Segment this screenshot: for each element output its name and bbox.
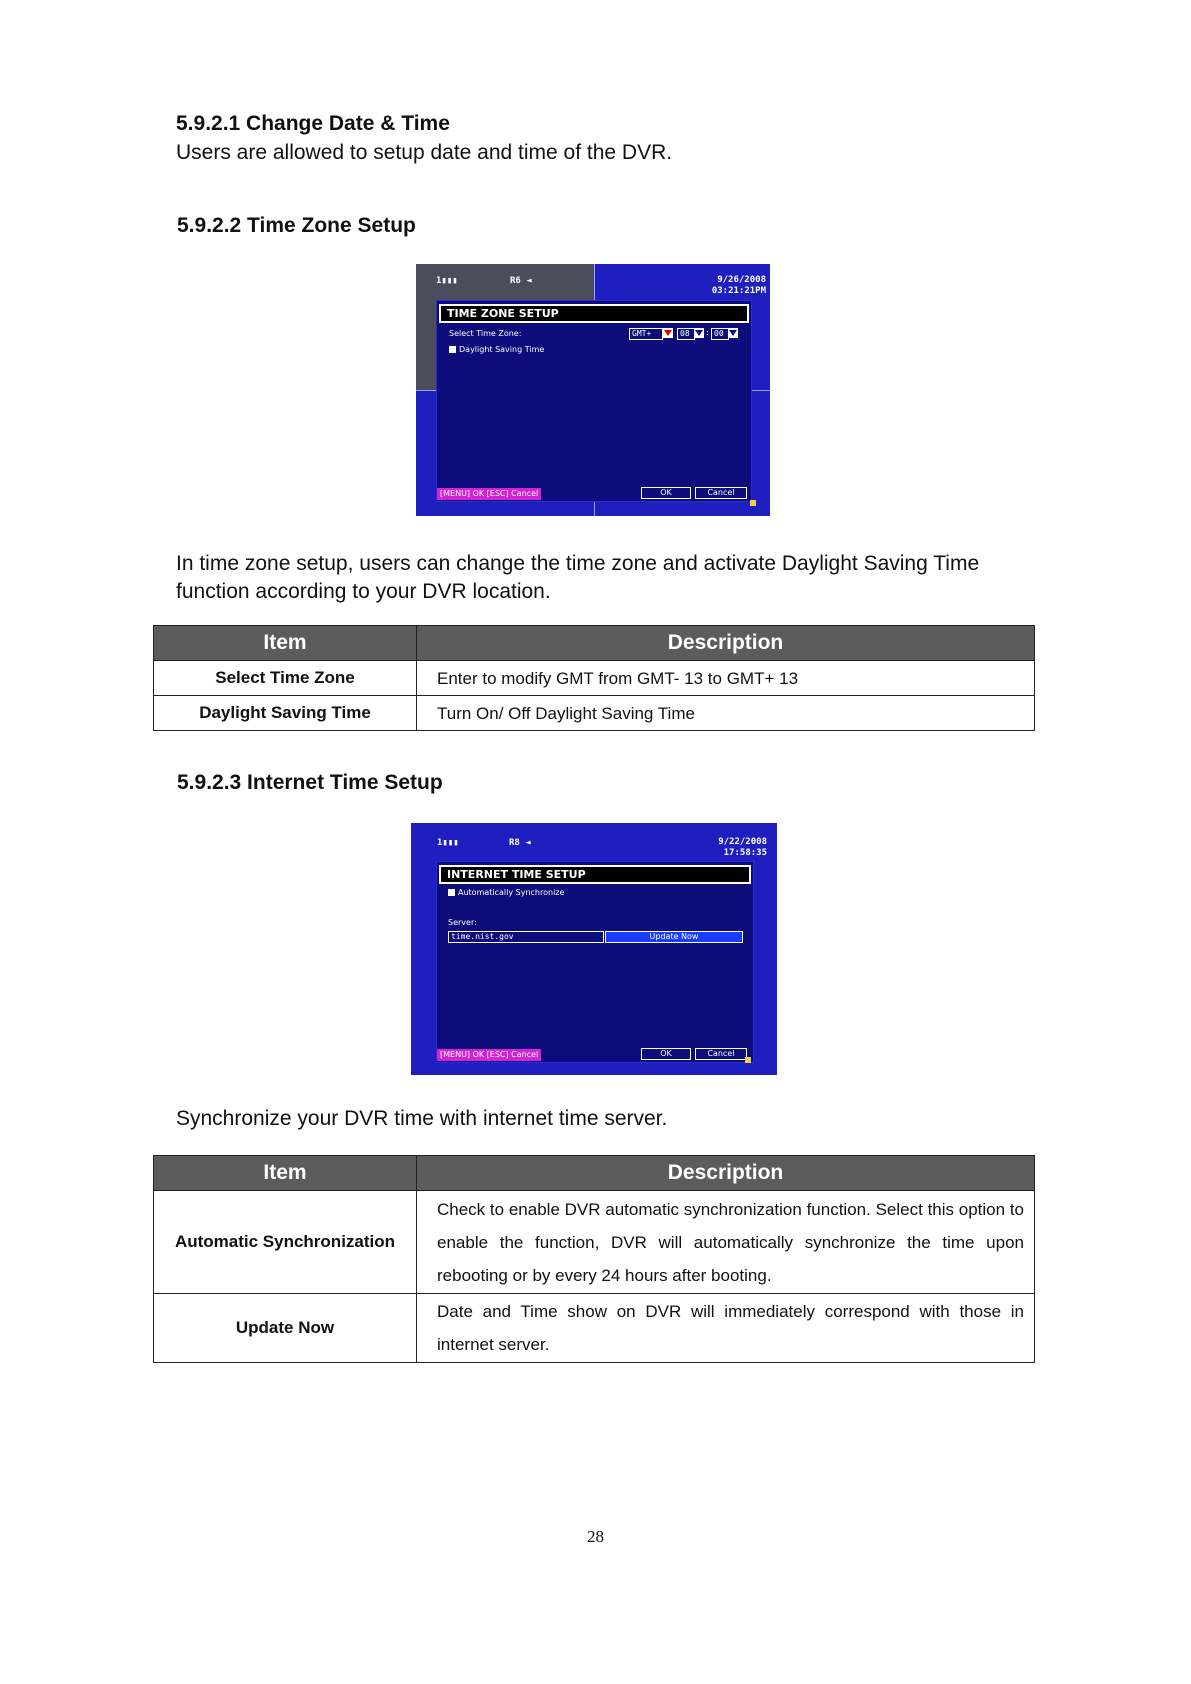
table-row bbox=[154, 1191, 1035, 1294]
select-time-zone-label: Select Time Zone: bbox=[449, 329, 522, 338]
table-cell-item: Automatic Synchronization bbox=[154, 1191, 417, 1294]
panel-title: INTERNET TIME SETUP bbox=[439, 865, 751, 884]
time-colon: : bbox=[706, 328, 709, 337]
table-cell-description: Turn On/ Off Daylight Saving Time bbox=[417, 696, 1035, 731]
table-cell-item: Select Time Zone bbox=[154, 661, 417, 696]
hour-select[interactable]: 08 bbox=[677, 328, 695, 340]
cursor-icon bbox=[750, 500, 756, 506]
hour-dropdown-icon[interactable] bbox=[694, 328, 704, 338]
time-zone-table bbox=[153, 625, 1035, 731]
channel-indicator: 1▮▮▮ bbox=[437, 838, 459, 848]
table-cell-item: Daylight Saving Time bbox=[154, 696, 417, 731]
server-label: Server: bbox=[448, 918, 477, 927]
table-cell-item: Update Now bbox=[154, 1294, 417, 1363]
dst-checkbox-row[interactable] bbox=[449, 345, 544, 355]
ok-button[interactable]: OK bbox=[641, 487, 691, 499]
table-header-item: Item bbox=[154, 626, 417, 661]
section-title-time-zone-setup: 5.9.2.2 Time Zone Setup bbox=[177, 214, 416, 237]
ok-button[interactable]: OK bbox=[641, 1048, 691, 1060]
auto-sync-checkbox-row[interactable] bbox=[448, 888, 564, 898]
minute-select[interactable]: 00 bbox=[711, 328, 729, 340]
dst-label: Daylight Saving Time bbox=[459, 345, 545, 354]
section-title-internet-time-setup: 5.9.2.3 Internet Time Setup bbox=[177, 771, 443, 794]
panel-title: TIME ZONE SETUP bbox=[439, 304, 749, 323]
section-body-internet-time-setup: Synchronize your DVR time with internet time server. bbox=[176, 1107, 668, 1130]
table-row bbox=[154, 696, 1035, 731]
cancel-button[interactable]: Cancel bbox=[695, 487, 747, 499]
dvr-screenshot-time-zone bbox=[416, 264, 770, 516]
internet-time-panel bbox=[436, 861, 754, 1063]
table-header-description: Description bbox=[417, 626, 1035, 661]
page-number: 28 bbox=[587, 1527, 604, 1546]
cursor-icon bbox=[745, 1057, 751, 1063]
section-body-time-zone-setup: In time zone setup, users can change the time zone and activate Daylight Saving Time function according to your DVR location. bbox=[176, 552, 980, 603]
menu-hint-bar: [MENU] OK [ESC] Cancel bbox=[437, 488, 541, 500]
record-indicator: R8 ◄ bbox=[509, 838, 531, 848]
table-header-item: Item bbox=[154, 1156, 417, 1191]
minute-dropdown-icon[interactable] bbox=[728, 328, 738, 338]
internet-time-table bbox=[153, 1155, 1035, 1363]
datetime-readout: 9/26/2008 03:21:21PM bbox=[711, 275, 766, 296]
record-indicator: R6 ◄ bbox=[510, 276, 532, 286]
auto-sync-label: Automatically Synchronize bbox=[458, 888, 565, 897]
section-title-change-date-time: 5.9.2.1 Change Date & Time bbox=[176, 112, 450, 135]
table-cell-description: Check to enable DVR automatic synchronization function. Select this option to enable the function, DVR will automatically synchronize the time upon rebooting or by every 24 hours after booting. bbox=[417, 1191, 1035, 1294]
menu-hint-bar: [MENU] OK [ESC] Cancel bbox=[437, 1049, 541, 1061]
time-zone-panel bbox=[436, 300, 752, 502]
channel-indicator: 1▮▮▮ bbox=[436, 276, 458, 286]
auto-sync-checkbox[interactable] bbox=[448, 889, 455, 896]
cancel-button[interactable]: Cancel bbox=[695, 1048, 747, 1060]
gmt-dropdown-icon[interactable] bbox=[663, 328, 673, 338]
table-row bbox=[154, 1294, 1035, 1363]
table-header-description: Description bbox=[417, 1156, 1035, 1191]
server-input[interactable]: time.nist.gov bbox=[448, 931, 604, 943]
gmt-select[interactable]: GMT+ bbox=[629, 328, 663, 340]
dvr-screenshot-internet-time bbox=[411, 823, 777, 1075]
section-body-change-date-time: Users are allowed to setup date and time of the DVR. bbox=[176, 141, 673, 164]
table-cell-description: Date and Time show on DVR will immediately correspond with those in internet server. bbox=[417, 1294, 1035, 1363]
table-row bbox=[154, 661, 1035, 696]
table-cell-description: Enter to modify GMT from GMT- 13 to GMT+ 13 bbox=[417, 661, 1035, 696]
update-now-button[interactable]: Update Now bbox=[605, 931, 743, 943]
datetime-readout: 9/22/2008 17:58:35 bbox=[718, 837, 767, 858]
dst-checkbox[interactable] bbox=[449, 346, 456, 353]
